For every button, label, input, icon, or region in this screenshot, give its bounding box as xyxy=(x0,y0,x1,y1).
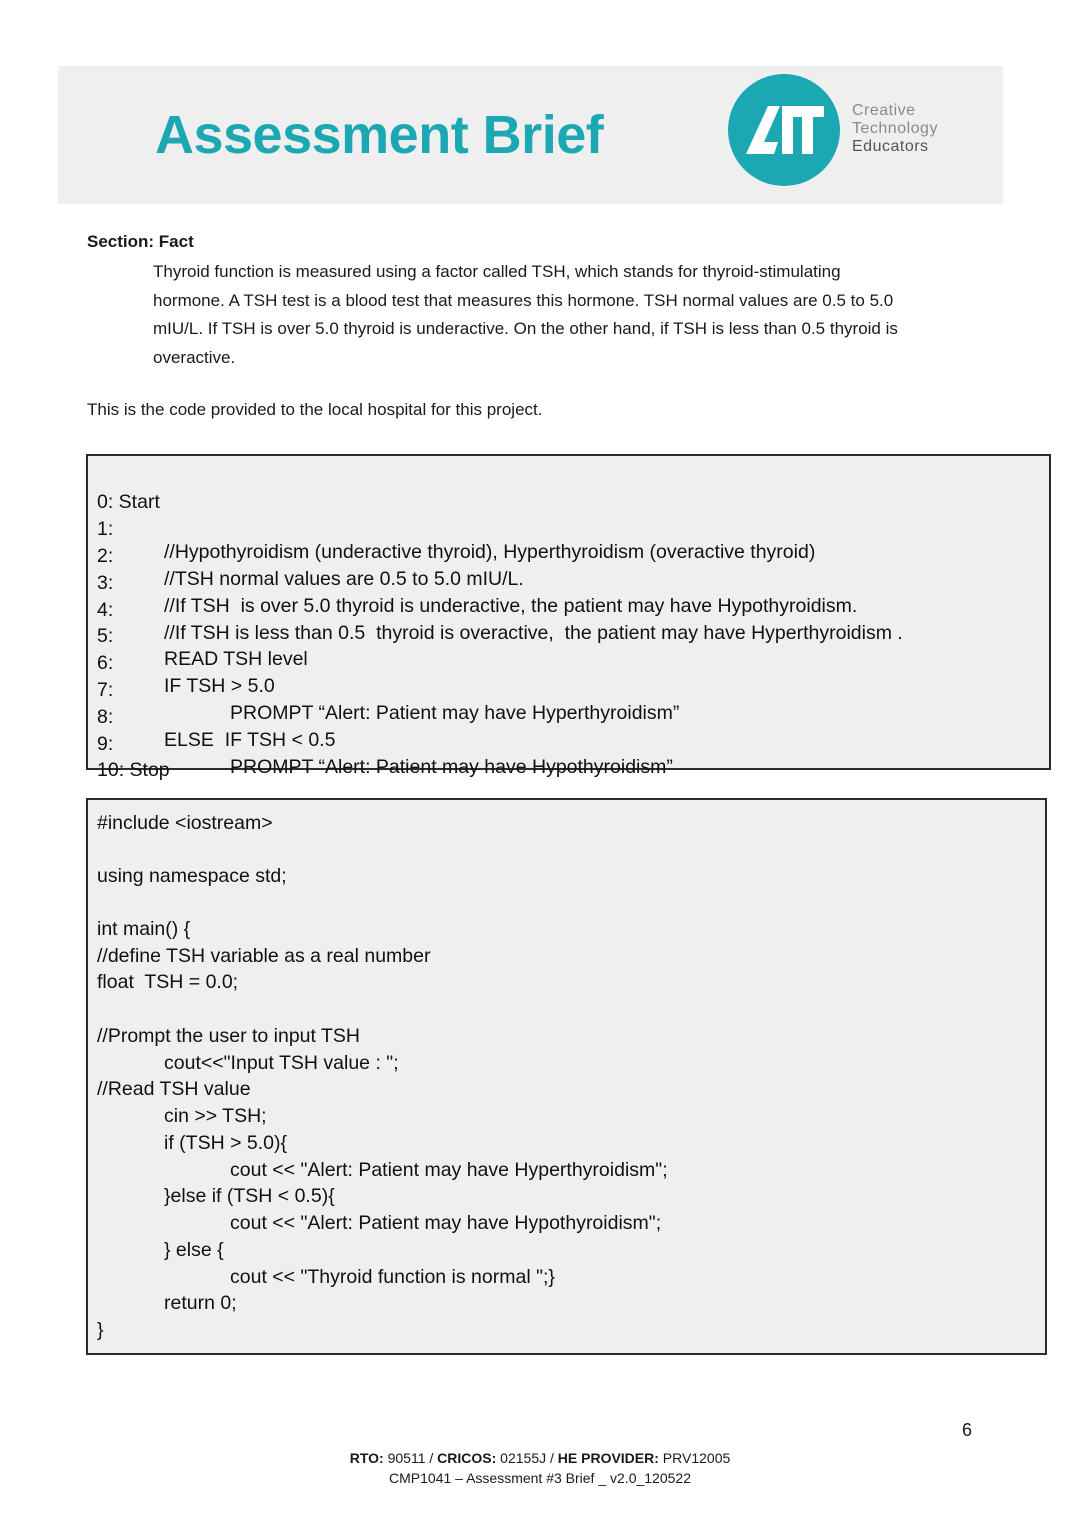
page-title: Assessment Brief xyxy=(155,105,604,165)
fact-paragraph: Thyroid function is measured using a factor called TSH, which stands for thyroid-stimulating hormone. A TSH test is a blood test that measures this hormone. TSH normal values are 0.5 to 5.0 mIU/L. If TSH is over 5.0 thyroid is underactive. On the other hand, if TSH is less than 0.5 thyroid is overactive. xyxy=(153,262,898,367)
pseudocode-line: 2: //TSH normal values are 0.5 to 5.0 mIU/L. xyxy=(97,545,524,590)
code-line: return 0; xyxy=(164,1292,237,1314)
code-line: cout << "Alert: Patient may have Hyperthyroidism"; xyxy=(230,1159,668,1181)
code-line: //define TSH variable as a real number xyxy=(97,945,431,967)
footer xyxy=(0,1448,1080,1488)
code-line: //Read TSH value xyxy=(97,1078,251,1100)
code-line: } xyxy=(97,1319,104,1341)
code-line: cout<<"Input TSH value : "; xyxy=(164,1052,399,1074)
pseudocode-line: 9: PROMPT “Alert: Patient may have Hypothyroidism” xyxy=(97,733,673,778)
pseudocode-line: 7: PROMPT “Alert: Patient may have Hyperthyroidism” xyxy=(97,679,680,724)
section-heading: Section: Fact xyxy=(87,232,194,251)
code-line: int main() { xyxy=(97,918,191,940)
code-line: using namespace std; xyxy=(97,865,287,887)
page-number: 6 xyxy=(962,1420,973,1440)
code-line: float TSH = 0.0; xyxy=(97,971,239,993)
footer-registration: RTO: 90511 / CRICOS: 02155J / HE PROVIDER: PRV12005 xyxy=(349,1450,731,1466)
pseudocode-line: 1: //Hypothyroidism (underactive thyroid), Hyperthyroidism (overactive thyroid) xyxy=(97,518,816,563)
pseudocode-line: 4: //If TSH is less than 0.5 thyroid is overactive, the patient may have Hyperthyroidism . xyxy=(97,599,903,644)
code-line: cin >> TSH; xyxy=(164,1105,267,1127)
code-line: cout << "Alert: Patient may have Hypothyroidism"; xyxy=(230,1212,662,1234)
code-line: cout << "Thyroid function is normal ";} xyxy=(230,1266,555,1288)
footer-document-id: CMP1041 – Assessment #3 Brief _ v2.0_120522 xyxy=(389,1470,691,1486)
code-line: if (TSH > 5.0){ xyxy=(164,1132,287,1154)
pseudocode-line: 10: Stop xyxy=(97,759,170,781)
pseudocode-line: 6: IF TSH > 5.0 xyxy=(97,652,275,697)
cpp-code-box xyxy=(86,798,1047,1355)
pseudocode-line: 8: ELSE IF TSH < 0.5 xyxy=(97,706,336,751)
pseudocode-line: 0: Start xyxy=(97,491,160,513)
code-line: #include <iostream> xyxy=(97,812,273,834)
code-line: } else { xyxy=(164,1239,224,1261)
code-line: //Prompt the user to input TSH xyxy=(97,1025,361,1047)
pseudocode-line: 3: //If TSH is over 5.0 thyroid is underactive, the patient may have Hypothyroidism. xyxy=(97,572,858,617)
ait-logo-icon xyxy=(728,74,840,186)
code-intro-text: This is the code provided to the local hospital for this project. xyxy=(87,400,543,419)
code-line: }else if (TSH < 0.5){ xyxy=(164,1185,335,1207)
header-banner xyxy=(58,66,1003,204)
pseudocode-line: 5: READ TSH level xyxy=(97,625,308,670)
logo-tagline: Creative Technology Educators xyxy=(852,102,938,155)
pseudocode-box xyxy=(86,454,1051,781)
